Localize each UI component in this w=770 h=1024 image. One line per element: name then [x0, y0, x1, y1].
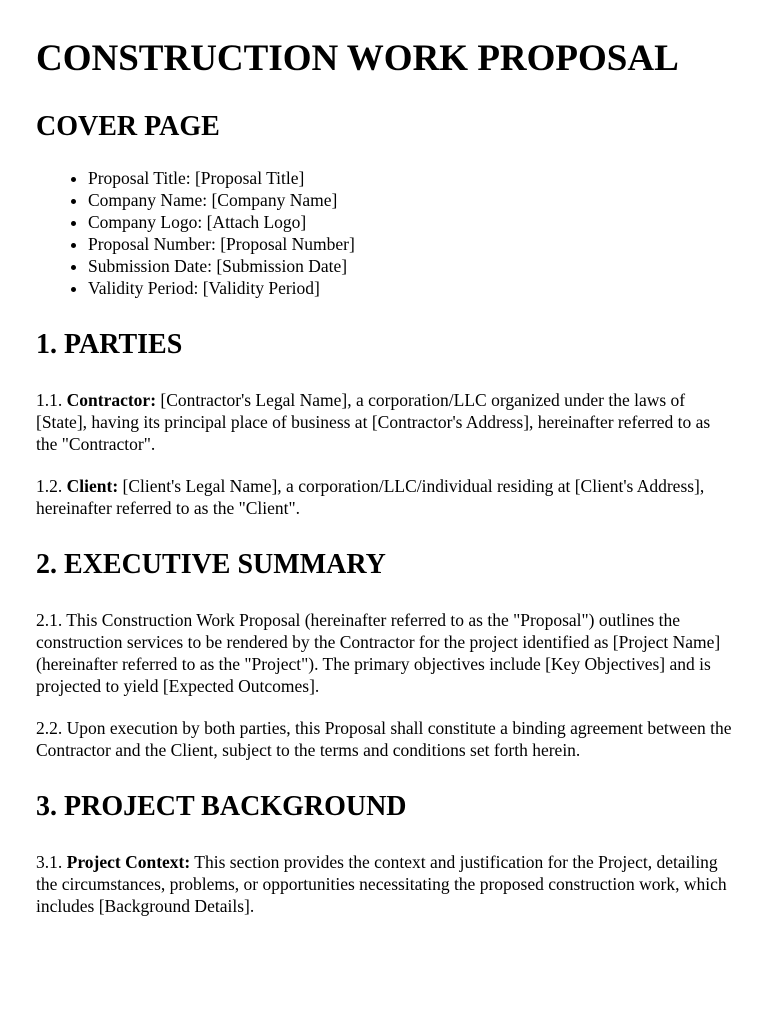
clause-label: Project Context: [66, 852, 191, 872]
list-item: • Company Name: [Company Name] [88, 189, 734, 211]
clause-number: 1.2. [36, 476, 63, 496]
clause-text: [Client's Legal Name], a corporation/LLC/individual residing at [Client's Address], hereinafter referred to as the "Client". [36, 476, 705, 518]
list-item: • Proposal Title: [Proposal Title] [88, 167, 734, 189]
list-item: • Proposal Number: [Proposal Number] [88, 233, 734, 255]
cover-page-list [36, 167, 734, 299]
clause-label: Contractor: [66, 390, 157, 410]
list-item: • Submission Date: [Submission Date] [88, 255, 734, 277]
summary-paragraph-1: 2.1. This Construction Work Proposal (hereinafter referred to as the "Proposal") outlines the construction services to be rendered by the Contractor for the project identified as [Project Name] (hereinafter referred to as the "Project"). The primary objectives include [Key Objectives] and is projected to yield [Expected Outcomes]. [36, 610, 721, 696]
project-background-heading: 3. PROJECT BACKGROUND [36, 791, 407, 822]
background-paragraph-1 [36, 851, 734, 917]
parties-client-paragraph [36, 475, 734, 519]
document-title: CONSTRUCTION WORK PROPOSAL [36, 38, 679, 79]
clause-label: Client: [66, 476, 119, 496]
cover-page-heading: COVER PAGE [36, 111, 220, 142]
summary-paragraph-2: 2.2. Upon execution by both parties, this Proposal shall constitute a binding agreement between the Contractor and the Client, subject to the terms and conditions set forth herein. [36, 718, 732, 760]
clause-number: 3.1. [36, 852, 63, 872]
parties-heading: 1. PARTIES [36, 329, 183, 360]
clause-text: [Contractor's Legal Name], a corporation/LLC organized under the laws of [State], having its principal place of business at [Contractor's Address], hereinafter referred to as the "Contractor". [36, 390, 711, 454]
parties-contractor-paragraph [36, 389, 734, 455]
clause-text: This section provides the context and justification for the Project, detailing the circumstances, problems, or opportunities necessitating the proposed construction work, which includes [Background Details]. [36, 852, 727, 916]
clause-number: 1.1. [36, 390, 63, 410]
list-item: • Validity Period: [Validity Period] [88, 277, 734, 299]
executive-summary-heading: 2. EXECUTIVE SUMMARY [36, 549, 386, 580]
list-item: • Company Logo: [Attach Logo] [88, 211, 734, 233]
